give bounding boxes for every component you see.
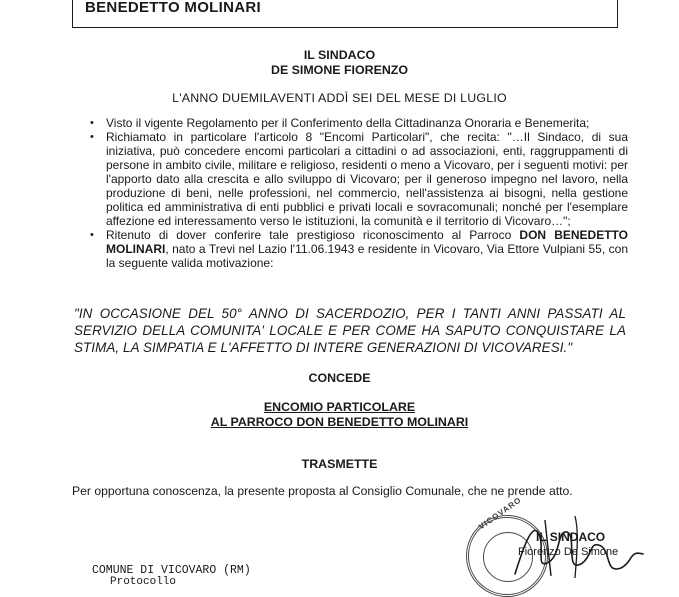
list-item — [88, 228, 628, 270]
list-item-text: Visto il vigente Regolamento per il Conferimento della Cittadinanza Onoraria e Benemerita; — [106, 116, 590, 130]
signature-name: Fiorenzo De Simone — [518, 546, 619, 558]
award-line-1: ENCOMIO PARTICOLARE — [263, 400, 416, 414]
title-box — [72, 0, 618, 28]
bullet-icon: • — [90, 229, 94, 241]
motivation-quote: "IN OCCASIONE DEL 50° ANNO DI SACERDOZIO, PER I TANTI ANNI PASSATI AL SERVIZIO DELLA COMUNITA' LOCALE E PER COME HA SAPUTO CONQUISTARE LA STIMA, LA SIMPATIA E L'AFFETTO DI INTERE GENERAZIONI DI VICOVARESI." — [74, 306, 626, 355]
award-line-2: AL PARROCO DON BENEDETTO MOLINARI — [210, 415, 469, 429]
premises-list — [88, 116, 628, 270]
honoree-name: DON BENEDETTO MOLINARI — [106, 228, 628, 256]
signature-title: IL SINDACO — [536, 530, 606, 544]
list-item-text-post: , nato a Trevi nel Lazio l'11.06.1943 e residente in Vicovaro, Via Ettore Vulpiani 55, con la seguente valida motivazione: — [106, 242, 628, 270]
registry-comune: COMUNE DI VICOVARO (RM) — [92, 564, 251, 577]
mayor-name: DE SIMONE FIORENZO — [271, 63, 408, 77]
date-line: L'ANNO DUEMILAVENTI ADDÌ SEI DEL MESE DI LUGLIO — [172, 91, 507, 105]
closing-text: Per opportuna conoscenza, la presente proposta al Consiglio Comunale, che ne prende atto. — [72, 484, 573, 498]
list-item-text-pre: Ritenuto di dover conferire tale prestigioso riconoscimento al Parroco — [106, 228, 520, 242]
concede-heading: CONCEDE — [308, 371, 371, 385]
bullet-icon: • — [90, 117, 94, 129]
title-line-2: BENEDETTO MOLINARI — [85, 0, 261, 16]
list-item — [88, 130, 628, 228]
stamp-text: VICOVARO — [477, 495, 524, 532]
bullet-icon: • — [90, 131, 94, 143]
mayor-label: IL SINDACO — [303, 48, 376, 62]
registry-protocol: Protocollo — [110, 576, 177, 588]
list-item — [88, 116, 628, 130]
trasmette-heading: TRASMETTE — [301, 457, 378, 471]
list-item-text: Richiamato in particolare l'articolo 8 "Encomi Particolari", che recita: "…Il Sindaco, di sua iniziativa, può concedere encomi particolari a cittadini o ad associazioni, enti, raggruppamenti di persone in ambito civile, militare e religioso, residenti o meno a Vicovaro, per i seguenti motivi: per l'apporto dato alla crescita e allo sviluppo di Vicovaro; per il generoso impegno nel lavoro, nella produzione di beni, nelle professioni, nel commercio, nell'assistenza ai bisogni, nella gestione politica ed amministrativa di enti pubblici e privati locali e sovracomunali; nonché per l'esemplare affezione ed interessamento verso le istituzioni, la comunità e il territorio di Vicovaro…"; — [106, 130, 628, 228]
